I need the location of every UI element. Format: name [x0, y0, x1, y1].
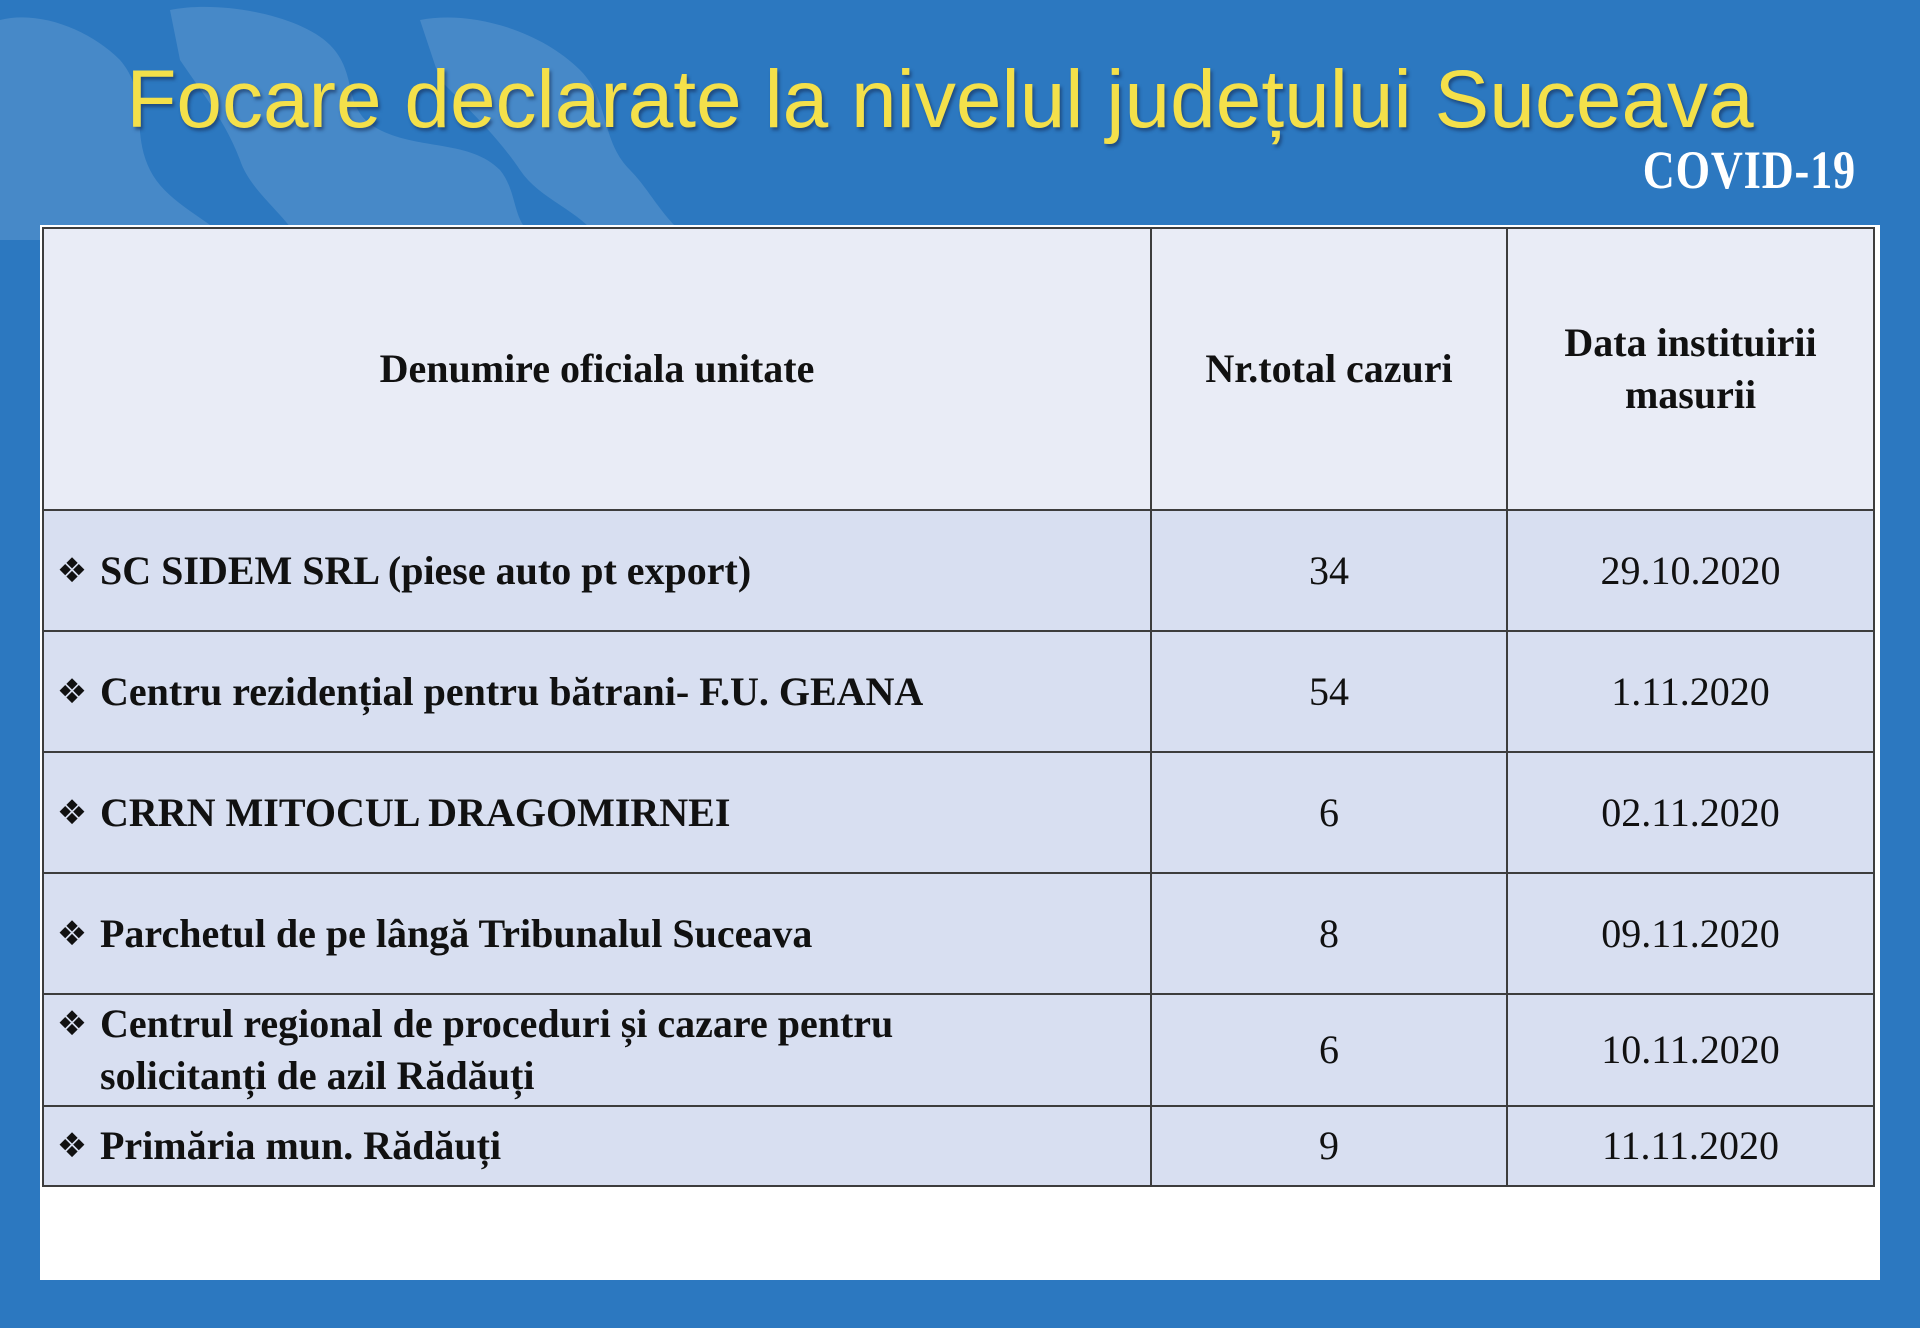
measure-date: 29.10.2020	[1507, 510, 1874, 631]
total-cases: 9	[1151, 1106, 1507, 1186]
covid-19-label: COVID-19	[1642, 140, 1856, 200]
table-row	[43, 1106, 1874, 1186]
unit-name-cell	[43, 752, 1151, 873]
total-cases: 8	[1151, 873, 1507, 994]
diamond-bullet-icon: ❖	[56, 550, 88, 591]
table-row	[43, 873, 1874, 994]
table-row	[43, 631, 1874, 752]
unit-name-cell	[43, 631, 1151, 752]
unit-name-cell	[43, 994, 1151, 1106]
header-measure-date	[1507, 228, 1874, 510]
table-header-row	[43, 228, 1874, 510]
diamond-bullet-icon: ❖	[56, 792, 88, 833]
unit-name	[100, 998, 1150, 1102]
total-cases: 6	[1151, 752, 1507, 873]
measure-date: 09.11.2020	[1507, 873, 1874, 994]
total-cases: 6	[1151, 994, 1507, 1106]
measure-date: 02.11.2020	[1507, 752, 1874, 873]
diamond-bullet-icon: ❖	[56, 1126, 88, 1166]
unit-name: CRRN MITOCUL DRAGOMIRNEI	[100, 789, 731, 835]
unit-name-cell	[43, 1106, 1151, 1186]
unit-name-cell	[43, 873, 1151, 994]
header-total-cases: Nr.total cazuri	[1151, 228, 1507, 510]
unit-name-line1: Centrul regional de proceduri și cazare pentru	[100, 1001, 894, 1046]
unit-name: Primăria mun. Rădăuți	[100, 1123, 502, 1168]
unit-name-cell	[43, 510, 1151, 631]
measure-date: 1.11.2020	[1507, 631, 1874, 752]
measure-date: 10.11.2020	[1507, 994, 1874, 1106]
table-row	[43, 994, 1874, 1106]
outbreaks-table	[42, 227, 1875, 1187]
slide-title: Focare declarate la nivelul județului Suceava	[126, 54, 1754, 145]
unit-name: Parchetul de pe lângă Tribunalul Suceava	[100, 910, 813, 956]
total-cases: 34	[1151, 510, 1507, 631]
diamond-bullet-icon: ❖	[56, 1004, 88, 1044]
total-cases: 54	[1151, 631, 1507, 752]
unit-name: Centru rezidențial pentru bătrani- F.U. GEANA	[100, 668, 924, 714]
unit-name-line2: solicitanți de azil Rădăuți	[100, 1053, 535, 1098]
unit-name: SC SIDEM SRL (piese auto pt export)	[100, 547, 752, 593]
diamond-bullet-icon: ❖	[56, 671, 88, 712]
header-measure-date-line1: Data instituirii	[1564, 320, 1817, 365]
table-row	[43, 510, 1874, 631]
header-measure-date-line2: masurii	[1624, 372, 1757, 417]
measure-date: 11.11.2020	[1507, 1106, 1874, 1186]
diamond-bullet-icon: ❖	[56, 913, 88, 954]
table-row	[43, 752, 1874, 873]
header-unit-name: Denumire oficiala unitate	[43, 228, 1151, 510]
